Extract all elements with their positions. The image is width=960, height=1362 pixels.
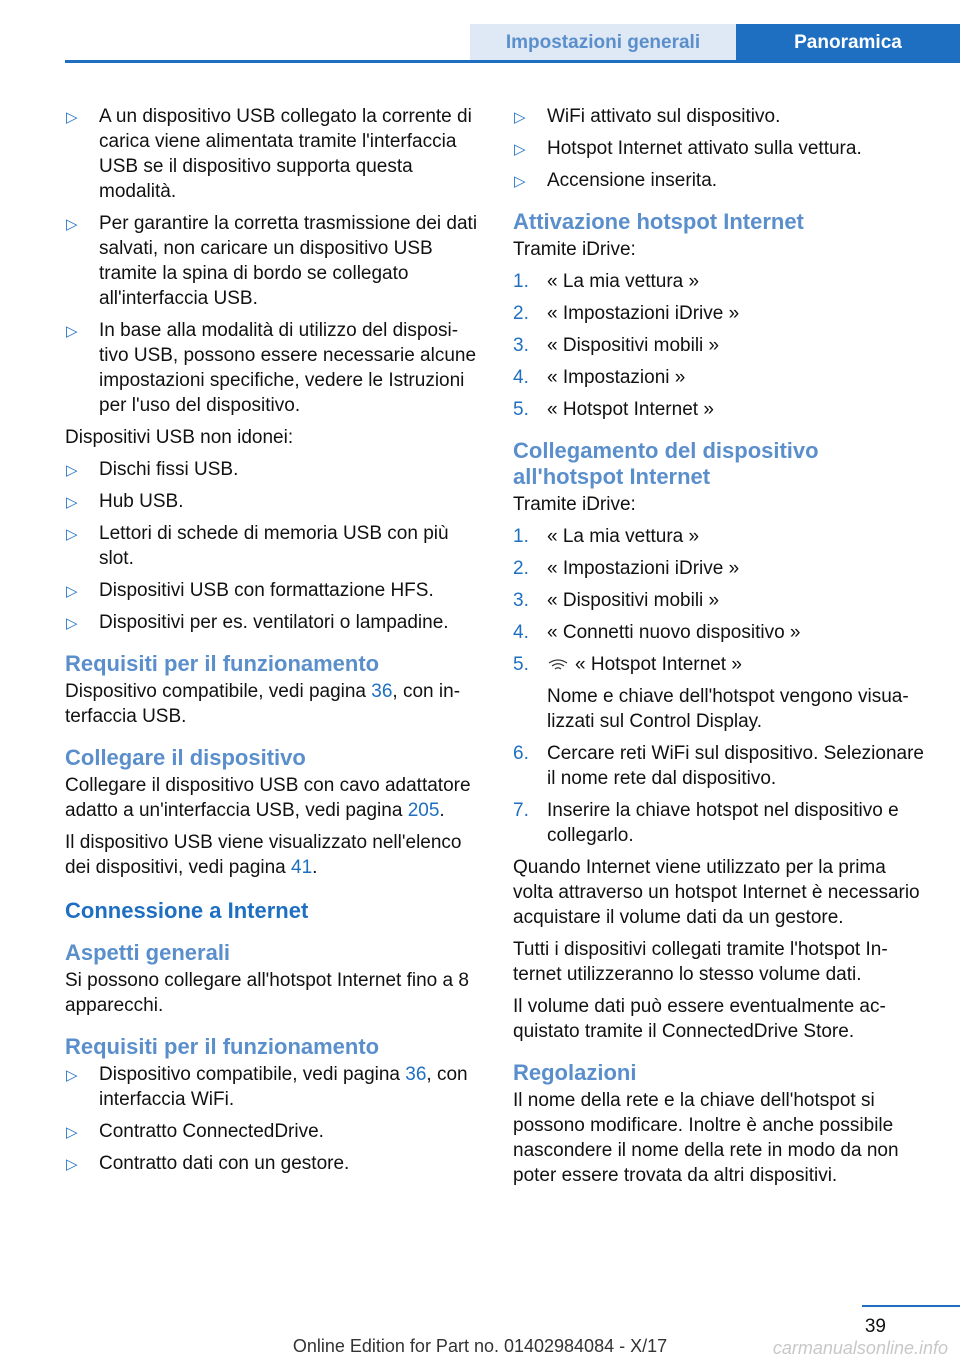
list-item: ▷ Lettori di schede di memoria USB con più slot. (66, 523, 449, 569)
triangle-bullet-icon: ▷ (514, 109, 526, 126)
footer-rule (862, 1305, 960, 1307)
unsuitable-intro: Dispositivi USB non idonei: (65, 427, 294, 448)
triangle-bullet-icon: ▷ (66, 583, 78, 600)
store-text: Il volume dati può essere eventualmente acquistato tramite il ConnectedDrive Store. (513, 996, 886, 1042)
triangle-bullet-icon: ▷ (514, 141, 526, 158)
triangle-bullet-icon: ▷ (66, 109, 78, 126)
list-item: ▷ Hub USB. (65, 489, 479, 514)
list-item: ▷ WiFi attivato sul dispositivo. (513, 104, 927, 129)
header-chapter-tab: Panoramica (736, 24, 960, 61)
connection-heading: Collegamento del dispositivo all'hotspot Internet (513, 438, 819, 489)
internet-heading: Connessione a Internet (65, 898, 309, 923)
prerequisites-list (513, 104, 927, 193)
unsuitable-devices-list (65, 457, 479, 635)
list-item: 1. « La mia vettura » (513, 526, 700, 547)
page-link[interactable]: 36 (405, 1064, 427, 1085)
page-link[interactable]: 205 (407, 800, 440, 821)
right-column (513, 104, 927, 1195)
connect-device-text: Collegare il dispositivo USB con cavo adattatore adatto a un'interfaccia USB, vedi pagina 205. (65, 775, 471, 821)
list-item: 1. « La mia vettura » (513, 271, 700, 292)
page-number: 39 (864, 1316, 886, 1337)
list-item: 6. Cercare reti WiFi sul dispositivo. Selezionare il nome rete dal dispositivo. (513, 743, 924, 789)
list-item: 4. « Connetti nuovo dispositivo » (513, 622, 801, 643)
list-item: ▷ Contratto ConnectedDrive. (65, 1119, 479, 1144)
header-rule (65, 60, 960, 63)
triangle-bullet-icon: ▷ (66, 494, 78, 511)
header-section-tab: Impostazioni generali (470, 24, 736, 61)
triangle-bullet-icon: ▷ (514, 173, 526, 190)
usb-notes-list (65, 104, 479, 418)
triangle-bullet-icon: ▷ (66, 323, 78, 340)
requirements-list (65, 1062, 479, 1176)
list-item: ▷ Dispositivo compatibile, vedi pagina 36, con interfaccia WiFi. (66, 1064, 468, 1110)
triangle-bullet-icon: ▷ (66, 1124, 78, 1141)
activation-steps (513, 269, 927, 422)
triangle-bullet-icon: ▷ (66, 1067, 78, 1084)
list-item: 7. Inserire la chiave hotspot nel dispositivo e collegarlo. (513, 800, 899, 846)
triangle-bullet-icon: ▷ (66, 526, 78, 543)
footer-edition-note: Online Edition for Part no. 01402984084 - X/17 (292, 1336, 668, 1356)
requirements-heading-2: Requisiti per il funzionamento (65, 1034, 380, 1059)
list-item: 2. « Impostazioni iDrive » (513, 558, 740, 579)
requirements-heading: Requisiti per il funzionamento (65, 651, 380, 676)
general-heading: Aspetti generali (65, 940, 231, 965)
page-link[interactable]: 36 (371, 681, 393, 702)
activation-intro: Tramite iDrive: (513, 239, 636, 260)
list-item: ▷ Hotspot Internet attivato sulla vettura. (513, 136, 927, 161)
triangle-bullet-icon: ▷ (66, 462, 78, 479)
connect-device-heading: Collegare il dispositivo (65, 745, 306, 770)
device-list-text: Il dispositivo USB viene visualizzato nell'elenco dei dispositivi, vedi pagina 41. (65, 832, 462, 878)
wifi-icon (547, 658, 569, 672)
settings-heading: Regolazioni (513, 1060, 637, 1085)
list-item: 5. « Hotspot Internet » (513, 399, 714, 420)
list-item: 3. « Dispositivi mobili » (513, 335, 720, 356)
list-item: ▷ Per garantire la corretta trasmissione dei dati salvati, non caricare un dispositivo USB tramite la spina di bordo se collegato all'interfaccia USB. (66, 213, 478, 309)
list-item: ▷ Accensione inserita. (513, 168, 927, 193)
triangle-bullet-icon: ▷ (66, 216, 78, 233)
shared-volume-text: Tutti i dispositivi collegati tramite l'hotspot Internet utilizzeranno lo stesso volume dati. (513, 939, 888, 985)
list-item: ▷ Dischi fissi USB. (65, 457, 479, 482)
left-column (65, 104, 479, 1183)
watermark: carmanualsonline.info (772, 1338, 948, 1358)
requirements-text: Dispositivo compatibile, vedi pagina 36, con interfaccia USB. (65, 681, 461, 727)
list-item: ▷ A un dispositivo USB collegato la corrente di carica viene alimentata tramite l'interfaccia USB se il dispositivo supporta questa modalità. (66, 106, 472, 202)
list-item: ▷ Contratto dati con un gestore. (65, 1151, 479, 1176)
activation-heading: Attivazione hotspot Internet (513, 209, 804, 234)
connection-intro: Tramite iDrive: (513, 494, 636, 515)
connection-steps (513, 524, 927, 848)
list-item: ▷ Dispositivi USB con formattazione HFS. (65, 578, 479, 603)
list-item: 2. « Impostazioni iDrive » (513, 303, 740, 324)
list-item: ▷ Dispositivi per es. ventilatori o lampadine. (65, 610, 479, 635)
triangle-bullet-icon: ▷ (66, 615, 78, 632)
triangle-bullet-icon: ▷ (66, 1156, 78, 1173)
settings-text: Il nome della rete e la chiave dell'hotspot si possono modificare. Inoltre è anche possibile nascondere il nome della rete in modo da non poter essere trovata da altri dispositivi. (513, 1090, 899, 1186)
list-item: 5. « Hotspot Internet » Nome e chiave dell'hotspot vengono visualizzati sul Control Display. (513, 654, 909, 732)
general-text: Si possono collegare all'hotspot Internet fino a 8 apparecchi. (65, 970, 469, 1016)
list-item: 4. « Impostazioni » (513, 367, 686, 388)
page-link[interactable]: 41 (291, 857, 313, 878)
list-item: 3. « Dispositivi mobili » (513, 590, 720, 611)
data-volume-text: Quando Internet viene utilizzato per la prima volta attraverso un hotspot Internet è necessario acquistare il volume dati da un gestore. (513, 857, 920, 928)
list-item: ▷ In base alla modalità di utilizzo del dispositivo USB, possono essere necessarie alcune impostazioni specifiche, vedere le Istruzioni per l'uso del dispositivo. (66, 320, 477, 416)
